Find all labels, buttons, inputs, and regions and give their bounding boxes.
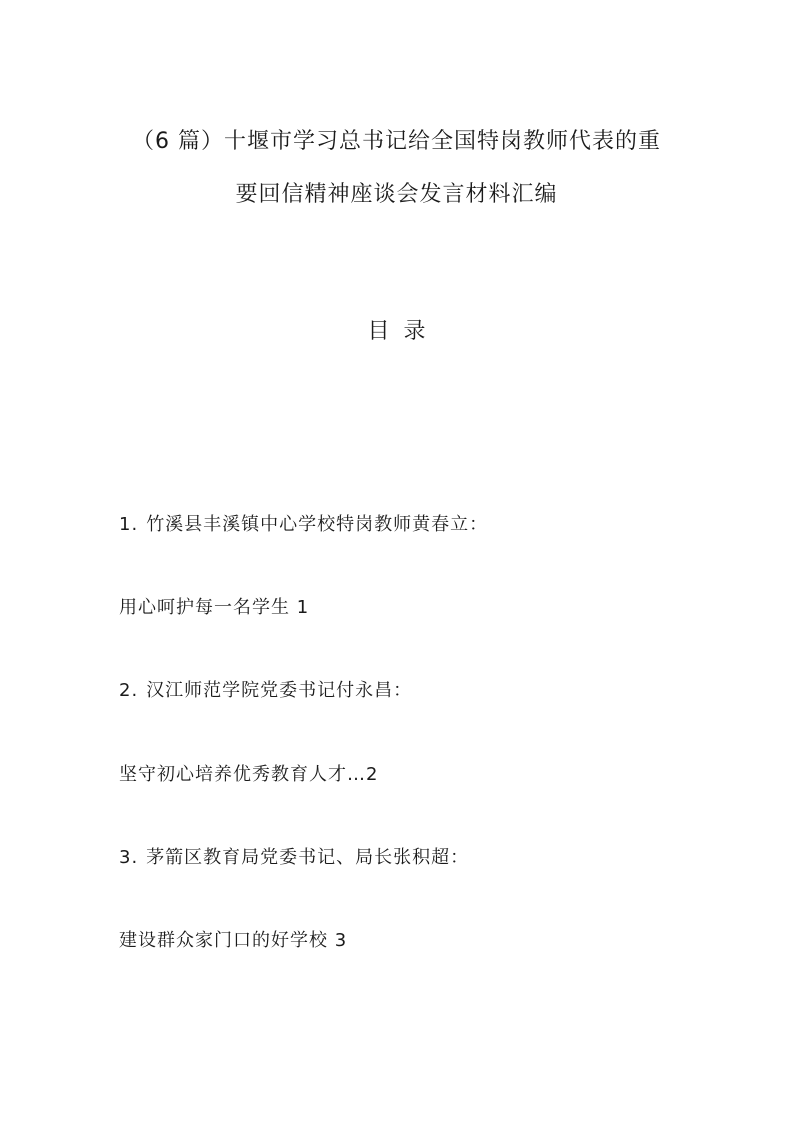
toc-entry-number: 1. — [119, 514, 139, 535]
toc-entry-1-heading[interactable] — [119, 512, 719, 538]
document-title-line-2: 要回信精神座谈会发言材料汇编 — [235, 182, 558, 207]
toc-entry-2-heading[interactable] — [119, 678, 719, 704]
toc-entry-heading-text: 茅箭区教育局党委书记、局长张积超： — [146, 847, 470, 868]
toc-entry-3-heading[interactable] — [119, 845, 719, 871]
toc-heading: 目录 — [367, 319, 440, 344]
toc-entry-number: 2. — [119, 680, 139, 701]
toc-entry-number: 3. — [119, 847, 139, 868]
toc-entry-3-subtitle[interactable]: 建设群众家门口的好学校 3 — [119, 930, 348, 951]
toc-entry-heading-text: 汉江师范学院党委书记付永昌： — [146, 680, 413, 701]
toc-entry-2-subtitle[interactable]: 坚守初心培养优秀教育人才…2 — [119, 764, 379, 785]
toc-entry-1-subtitle[interactable]: 用心呵护每一名学生 1 — [119, 597, 310, 618]
document-title-line-1: （6 篇）十堰市学习总书记给全国特岗教师代表的重 — [132, 129, 661, 154]
toc-entry-heading-text: 竹溪县丰溪镇中心学校特岗教师黄春立： — [146, 514, 489, 535]
